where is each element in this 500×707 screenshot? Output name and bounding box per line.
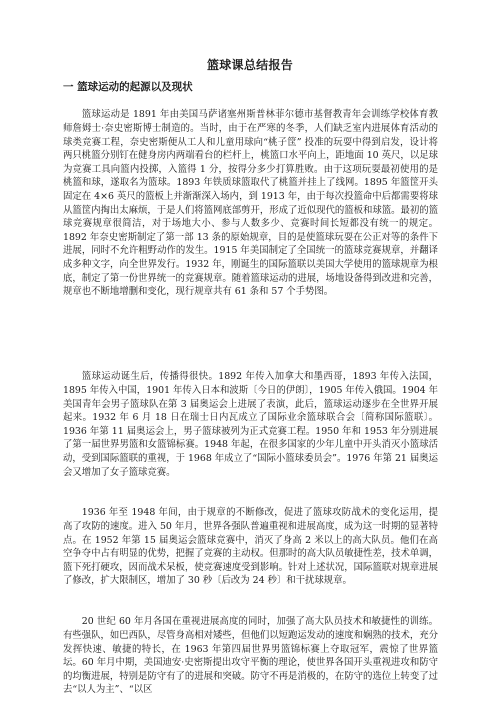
- paragraph-rules-evolution: 1936 年至 1948 年间，由于规章的不断修改，促进了篮球攻防战术的变化运用，提高了攻防的速度。进入 50 年月，世界各强队普遍重视和进展高度，成为这一时期的显著特点。在 1952 年第 15 届奥运会篮球竞赛中，消灭了身高 2 米以上的高大队员。他们在高空争夺中占有明显的优势，把握了竞赛的主动权。但那时的高大队员敏捷性差，技术单调，篮下死打硬攻，因而战术呆板，使竞赛速度受到影响。针对上述状况，国际篮联对规章进展了修改，扩大限制区，增加了 30 秒〔后改为 24 秒〕和干扰球规章。: [63, 507, 439, 587]
- section-heading: 一 篮球运动的起源以及现状: [63, 81, 193, 93]
- paragraph-origin: 篮球运动是 1891 年由美国马萨诸塞州斯普林菲尔德市基督教青年会训练学校体育教师詹姆士·奈史密斯博士制造的。当时，由于在严寒的冬季，人们缺乏室内进展体育活动的球类竞赛工程，奈史密斯便从工人和儿童用球向“桃子筐” 投准的玩耍中得到启发，设计将两只桃篮分别钉在健身房内两端看台的栏杆上，桃篮口水平向上，距地面 10 英尺，以足球为竞赛工具向篮内投掷，入篮得 1 分，按得分多少打算胜败。由于这项玩耍最初使用的是桃篮和球，遂取名为篮球。1893 年铁质球篮取代了桃篮并挂上了线网。1895 年篮筐开头固定在 4×6 英尺的篮板上并渐渐深入场内，到 1913 年，由于每次投篮命中后都需要将球从篮筐内掏出太麻烦，于是人们将篮网底部剪开，形成了近似现代的篮板和球篮。最初的篮球竞赛规章很简洁，对于场地大小、参与人数多少、竞赛时间长短都没有统一的规定。1892 年奈史密斯制定了第一部 13 条的原始规章，目的是使篮球玩耍在公正对等的条件下进展，同时不允许粗野动作的发生。1915 年美国制定了全国统一的篮球竞赛规章，并翻译成多种文字，向全世界发行。1932 年，刚诞生的国际篮联以美国大学使用的篮球规章为根底，制定了第一份世界统一的竞赛规章。随着篮球运动的进展，场地设备得到改进和完善，规章也不断地增删和变化，现行规章共有 61 条和 57 个手势图。: [63, 109, 439, 298]
- paragraph-1960s: 20 世纪 60 年月各国在重视进展高度的同时，加强了高大队员技术和敏捷性的训练。有些强队，如巴西队，尽管身高相对矮些，但他们以短跑运发动的速度和娴熟的技术，充分发挥快速、敏捷的特长，在 1963 年第四届世界男篮锦标赛上夺取冠军，震惊了世界篮坛。60 年月中期，美国迪安·史密斯提出攻守平衡的理论，使世界各国开头重视进攻和防守的均衡进展，特别是防守有了的进展和突破。防守不再是消极的，在防守的选位上转变了过去“以人为主”、“以区: [63, 616, 439, 696]
- paragraph-spread: 篮球运动诞生后，传播得很快。1892 年传入加拿大和墨西哥，1893 年传入法国，1895 年传入中国，1901 年传入日本和波斯〔今日的伊朗〕，1905 年传入俄国。1904 年美国青年会男子篮球队在第 3 届奥运会上进展了表演，此后，篮球运动逐步在全世界开展起来。1932 年 6 月 18 日在瑞士日内瓦成立了国际业余篮球联合会〔简称国际篮联〕。1936 年第 11 届奥运会上，男子篮球被列为正式竞赛工程。1950 年和 1953 年分别进展了第一届世界男篮和女篮锦标赛。1948 年起，在很多国家的少年儿童中开头消灭小篮球活动，受到国际篮联的重视，于 1968 年成立了“国际小篮球委员会”。1976 年第 21 届奥运会又增加了女子篮球竞赛。: [63, 371, 438, 478]
- page-title: 篮球课总结报告: [206, 58, 294, 72]
